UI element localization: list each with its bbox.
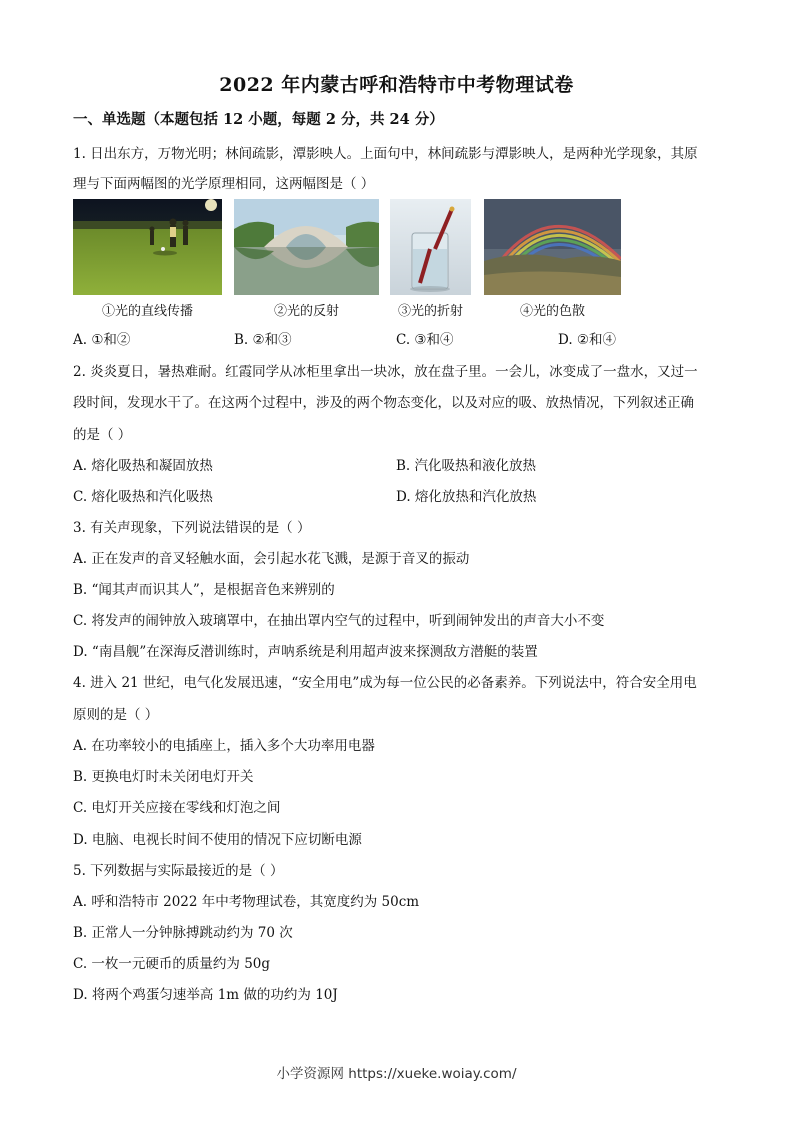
q2-option-d: D. 熔化放热和汽化放热 (396, 489, 537, 505)
football-field-night-photo (73, 199, 222, 295)
footer-watermark: 小学资源网 https://xueke.woiay.com/ (276, 1066, 517, 1082)
q4-stem-line2: 原则的是（ ） (73, 707, 159, 723)
q2-option-a: A. 熔化吸热和凝固放热 (73, 458, 213, 474)
pencil-in-water-glass-photo (390, 199, 471, 295)
arch-bridge-reflection-photo (234, 199, 379, 295)
q2-option-c: C. 熔化吸热和汽化吸热 (73, 489, 213, 505)
q5-option-a: A. 呼和浩特市 2022 年中考物理试卷，其宽度约为 50cm (73, 894, 420, 910)
q3-option-a: A. 正在发声的音叉轻触水面，会引起水花飞溅，是源于音叉的振动 (73, 551, 470, 567)
q5-stem: 5. 下列数据与实际最接近的是（ ） (73, 863, 284, 879)
q3-option-d: D. “南昌舰”在深海反潜训练时，声呐系统是利用超声波来探测敌方潜艇的装置 (73, 644, 538, 660)
q4-option-b: B. 更换电灯时未关闭电灯开关 (73, 769, 254, 785)
section-heading: 一、单选题（本题包括 12 小题，每题 2 分，共 24 分） (73, 111, 444, 128)
figure-caption-1: ①光的直线传播 (101, 304, 193, 319)
q4-option-a: A. 在功率较小的电插座上，插入多个大功率用电器 (73, 738, 375, 754)
figure-caption-4: ④光的色散 (519, 304, 585, 319)
figure-caption-2: ②光的反射 (273, 304, 339, 319)
q2-stem-line2: 段时间，发现水干了。在这两个过程中，涉及的两个物态变化，以及对应的吸、放热情况，下列叙述正确 (73, 395, 694, 411)
q2-stem-line3: 的是（ ） (73, 427, 132, 443)
rainbow-landscape-photo (484, 199, 621, 295)
figure-caption-3: ③光的折射 (397, 304, 463, 319)
page-title: 2022 年内蒙古呼和浩特市中考物理试卷 (219, 74, 574, 96)
q5-option-c: C. 一枚一元硬币的质量约为 50g (73, 956, 271, 972)
q2-option-b: B. 汽化吸热和液化放热 (396, 458, 537, 474)
q4-stem-line1: 4. 进入 21 世纪，电气化发展迅速，“安全用电”成为每一位公民的必备素养。下列说法中，符合安全用电 (73, 675, 697, 691)
q3-stem: 3. 有关声现象，下列说法错误的是（ ） (73, 520, 311, 536)
q1-option-d: D. ②和④ (558, 332, 617, 348)
q1-stem-line1: 1. 日出东方，万物光明；林间疏影，潭影映人。上面句中，林间疏影与潭影映人，是两种光学现象，其原 (73, 146, 698, 162)
q1-stem-line2: 理与下面两幅图的光学原理相同，这两幅图是（ ） (73, 176, 375, 192)
q1-option-b: B. ②和③ (234, 332, 292, 348)
q1-option-a: A. ①和② (73, 332, 131, 348)
q4-option-c: C. 电灯开关应接在零线和灯泡之间 (73, 800, 281, 816)
q3-option-b: B. “闻其声而识其人”，是根据音色来辨别的 (73, 582, 335, 598)
q5-option-d: D. 将两个鸡蛋匀速举高 1m 做的功约为 10J (73, 987, 338, 1003)
q2-stem-line1: 2. 炎炎夏日，暑热难耐。红霞同学从冰柜里拿出一块冰，放在盘子里。一会儿，冰变成了一盘水，又过一 (73, 364, 698, 380)
q1-option-c: C. ③和④ (396, 332, 454, 348)
q5-option-b: B. 正常人一分钟脉搏跳动约为 70 次 (73, 925, 293, 941)
q3-option-c: C. 将发声的闹钟放入玻璃罩中，在抽出罩内空气的过程中，听到闹钟发出的声音大小不变 (73, 613, 605, 629)
q4-option-d: D. 电脑、电视长时间不使用的情况下应切断电源 (73, 832, 362, 848)
